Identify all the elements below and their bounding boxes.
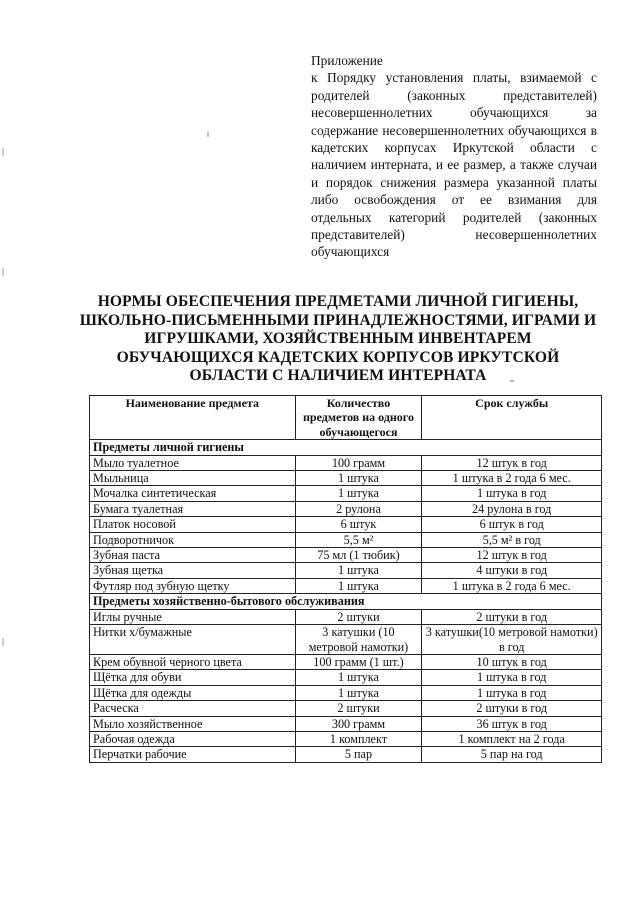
cell-item-name: Рабочая одежда [90,731,296,746]
cell-term: 6 штук в год [422,517,602,532]
cell-quantity: 1 штука [295,563,422,578]
appendix-title: Приложение [311,53,383,68]
cell-term: 12 штук в год [422,548,602,563]
cell-term: 36 штук в год [422,716,602,731]
cell-item-name: Зубная щетка [90,563,296,578]
cell-quantity: 1 штука [295,685,422,700]
cell-term: 5 пар на год [422,747,602,762]
cell-term: 2 штуки в год [422,609,602,624]
cell-quantity: 3 катушки (10 метровой намотки) [295,625,422,655]
cell-term: 3 катушки(10 метровой намотки) в год [422,625,602,655]
cell-item-name: Подворотничок [90,532,296,547]
header-name: Наименование предмета [90,396,296,440]
cell-quantity: 5 пар [295,747,422,762]
title-line: НОРМЫ ОБЕСПЕЧЕНИЯ ПРЕДМЕТАМИ ЛИЧНОЙ ГИГИЕНЫ, [97,293,579,310]
cell-quantity: 5,5 м² [295,532,422,547]
cell-quantity: 2 штуки [295,609,422,624]
cell-quantity: 1 штука [295,578,422,593]
cell-item-name: Мыльница [90,471,296,486]
cell-term: 1 штука в 2 года 6 мес. [422,578,602,593]
cell-term: 1 штука в год [422,685,602,700]
cell-quantity: 6 штук [295,517,422,532]
header-term: Срок службы [422,396,602,440]
cell-item-name: Бумага туалетная [90,501,296,516]
title-line: ОБУЧАЮЩИХСЯ КАДЕТСКИХ КОРПУСОВ ИРКУТСКОЙ [116,348,560,366]
cell-item-name: Платок носовой [90,517,296,532]
header-qty: Количество предметов на одного обучающегося [295,396,422,440]
cell-item-name: Зубная паста [90,548,296,563]
cell-quantity: 1 комплект [295,731,422,746]
cell-term: 1 штука в год [422,670,602,685]
cell-item-name: Мыло хозяйственное [90,716,296,731]
cell-quantity: 1 штука [295,486,422,501]
cell-item-name: Иглы ручные [90,609,296,624]
title-line: ИГРУШКАМИ, ХОЗЯЙСТВЕННЫМ ИНВЕНТАРЕМ [144,330,532,348]
cell-item-name: Щётка для обуви [90,670,296,685]
cell-quantity: 2 рулона [295,501,422,516]
title-line: ОБЛАСТИ С НАЛИЧИЕМ ИНТЕРНАТА [189,367,487,385]
cell-quantity: 75 мл (1 тюбик) [295,548,422,563]
cell-term: 2 штуки в год [422,701,602,716]
cell-item-name: Расческа [90,701,296,716]
cell-item-name: Щётка для одежды [90,685,296,700]
cell-quantity: 1 штука [295,471,422,486]
cell-item-name: Мочалка синтетическая [90,486,296,501]
appendix-text: к Порядку установления платы, взимаемой с родителей (законных представителей) несовершеннолетних обучающихся за содержание несовершеннолетних обучающихся в кадетских корпусах Иркутской области с наличием интерната, и ее размер, а также случаи и порядок снижения размера указанной платы либо освобождения от ее взимания для отдельных категорий родителей (законных представителей) несовершеннолетних обучающихся [311,70,597,260]
cell-term: 1 комплект на 2 года [422,731,602,746]
cell-quantity: 2 штуки [295,701,422,716]
cell-item-name: Футляр под зубную щетку [90,578,296,593]
cell-item-name: Мыло туалетное [90,455,296,470]
cell-term: 10 штук в год [422,654,602,669]
cell-term: 12 штук в год [422,455,602,470]
cell-quantity: 100 грамм [295,455,422,470]
cell-quantity: 1 штука [295,670,422,685]
cell-item-name: Перчатки рабочие [90,747,296,762]
cell-term: 1 штука в 2 года 6 мес. [422,471,602,486]
cell-term: 1 штука в год [422,486,602,501]
section-title: Предметы хозяйственно-бытового обслуживания [90,594,602,609]
cell-term: 24 рулона в год [422,501,602,516]
cell-term: 5,5 м² в год [422,532,602,547]
section-title: Предметы личной гигиены [90,440,602,455]
cell-item-name: Крем обувной черного цвета [90,654,296,669]
cell-item-name: Нитки х/бумажные [90,625,296,655]
cell-quantity: 100 грамм (1 шт.) [295,654,422,669]
title-line: ШКОЛЬНО-ПИСЬМЕННЫМИ ПРИНАДЛЕЖНОСТЯМИ, ИГРАМИ И [79,311,597,329]
cell-quantity: 300 грамм [295,716,422,731]
cell-term: 4 штуки в год [422,563,602,578]
